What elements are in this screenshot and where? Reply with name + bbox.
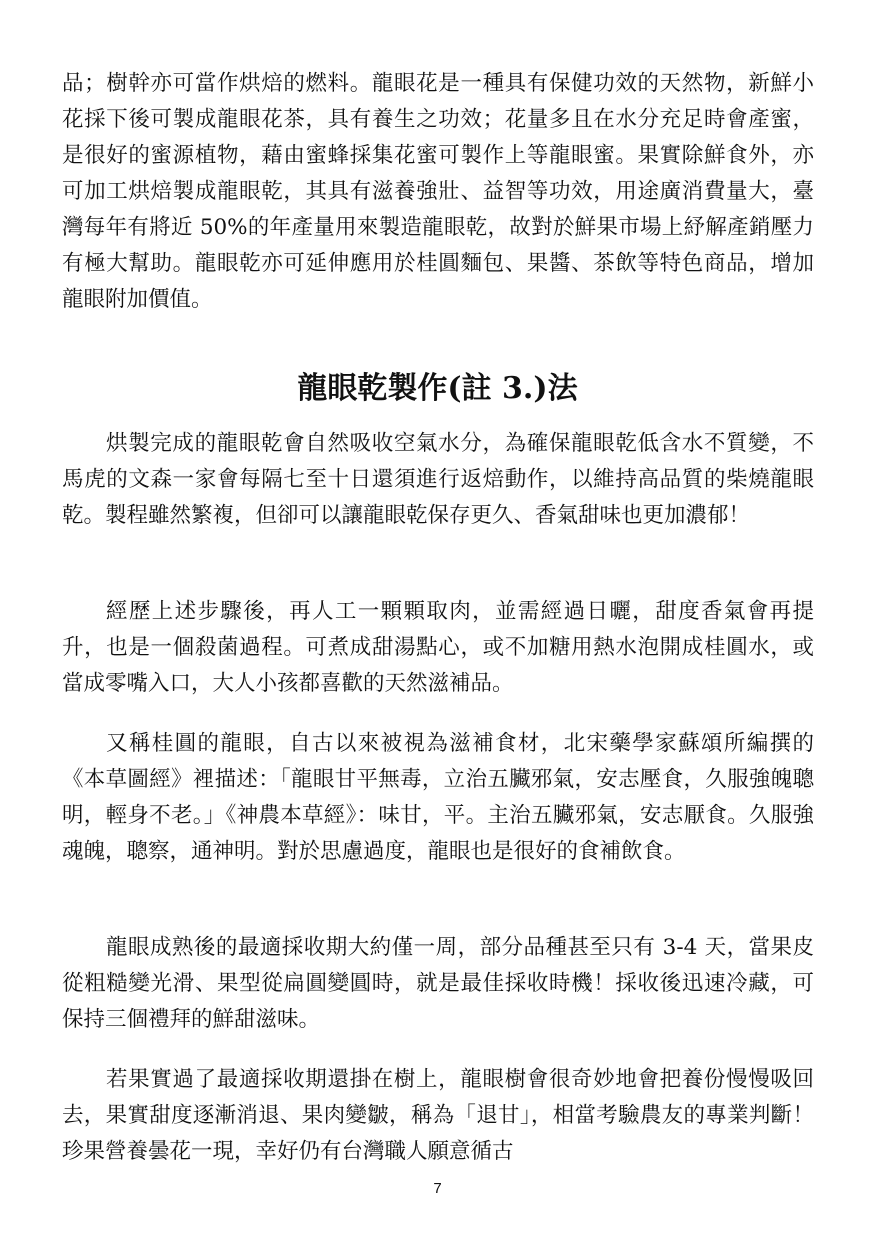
paragraph-pulp-drying: 經歷上述步驟後，再人工一顆顆取肉，並需經過日曬，甜度香氣會再提升，也是一個殺菌過程。可煮成甜湯點心，或不加糖用熱水泡開成桂圓水，或當成零嘴入口，大人小孩都喜歡的天然滋補品。	[62, 599, 814, 696]
page-number: 7	[433, 1180, 442, 1197]
paragraph-harvest: 龍眼成熟後的最適採收期大約僅一周，部分品種甚至只有 3-4 天，當果皮從粗糙變光滑、果型從扁圓變圓時，就是最佳採收時機！採收後迅速冷藏，可保持三個禮拜的鮮甜滋味。	[62, 935, 814, 1032]
section-heading: 龍眼乾製作(註 3.)法	[297, 371, 578, 406]
paragraph-intro-continued: 品；樹幹亦可當作烘焙的燃料。龍眼花是一種具有保健功效的天然物，新鮮小花採下後可製成龍眼花茶，具有養生之功效；花量多且在水分充足時會產蜜，是很好的蜜源植物，藉由蜜蜂採集花蜜可製作上等龍眼蜜。果實除鮮食外，亦可加工烘焙製成龍眼乾，其具有滋養強壯、益智等功效，用途廣消費量大，臺灣每年有將近 50%的年產量用來製造龍眼乾，故對於鮮果市場上紓解產銷壓力有極大幫助。龍眼乾亦可延伸應用於桂圓麵包、果醬、茶飲等特色商品，增加龍眼附加價值。	[62, 71, 814, 312]
paragraph-rebaking: 烘製完成的龍眼乾會自然吸收空氣水分，為確保龍眼乾低含水不質變，不馬虎的文森一家會每隔七至十日還須進行返焙動作，以維持高品質的柴燒龍眼乾。製程雖然繁複，但卻可以讓龍眼乾保存更久、香氣甜味也更加濃郁！	[62, 431, 814, 528]
paragraph-tuigan: 若果實過了最適採收期還掛在樹上，龍眼樹會很奇妙地會把養份慢慢吸回去，果實甜度逐漸消退、果肉變皺，稱為「退甘」，相當考驗農友的專業判斷！珍果營養曇花一現，幸好仍有台灣職人願意循古	[62, 1067, 814, 1164]
paragraph-history: 又稱桂圓的龍眼，自古以來被視為滋補食材，北宋藥學家蘇頌所編撰的《本草圖經》裡描述：「龍眼甘平無毒，立治五臟邪氣，安志壓食，久服強魄聰明，輕身不老。」《神農本草經》：味甘，平。主治五臟邪氣，安志厭食。久服強魂魄，聰察，通神明。對於思慮過度，龍眼也是很好的食補飲食。	[62, 731, 814, 864]
